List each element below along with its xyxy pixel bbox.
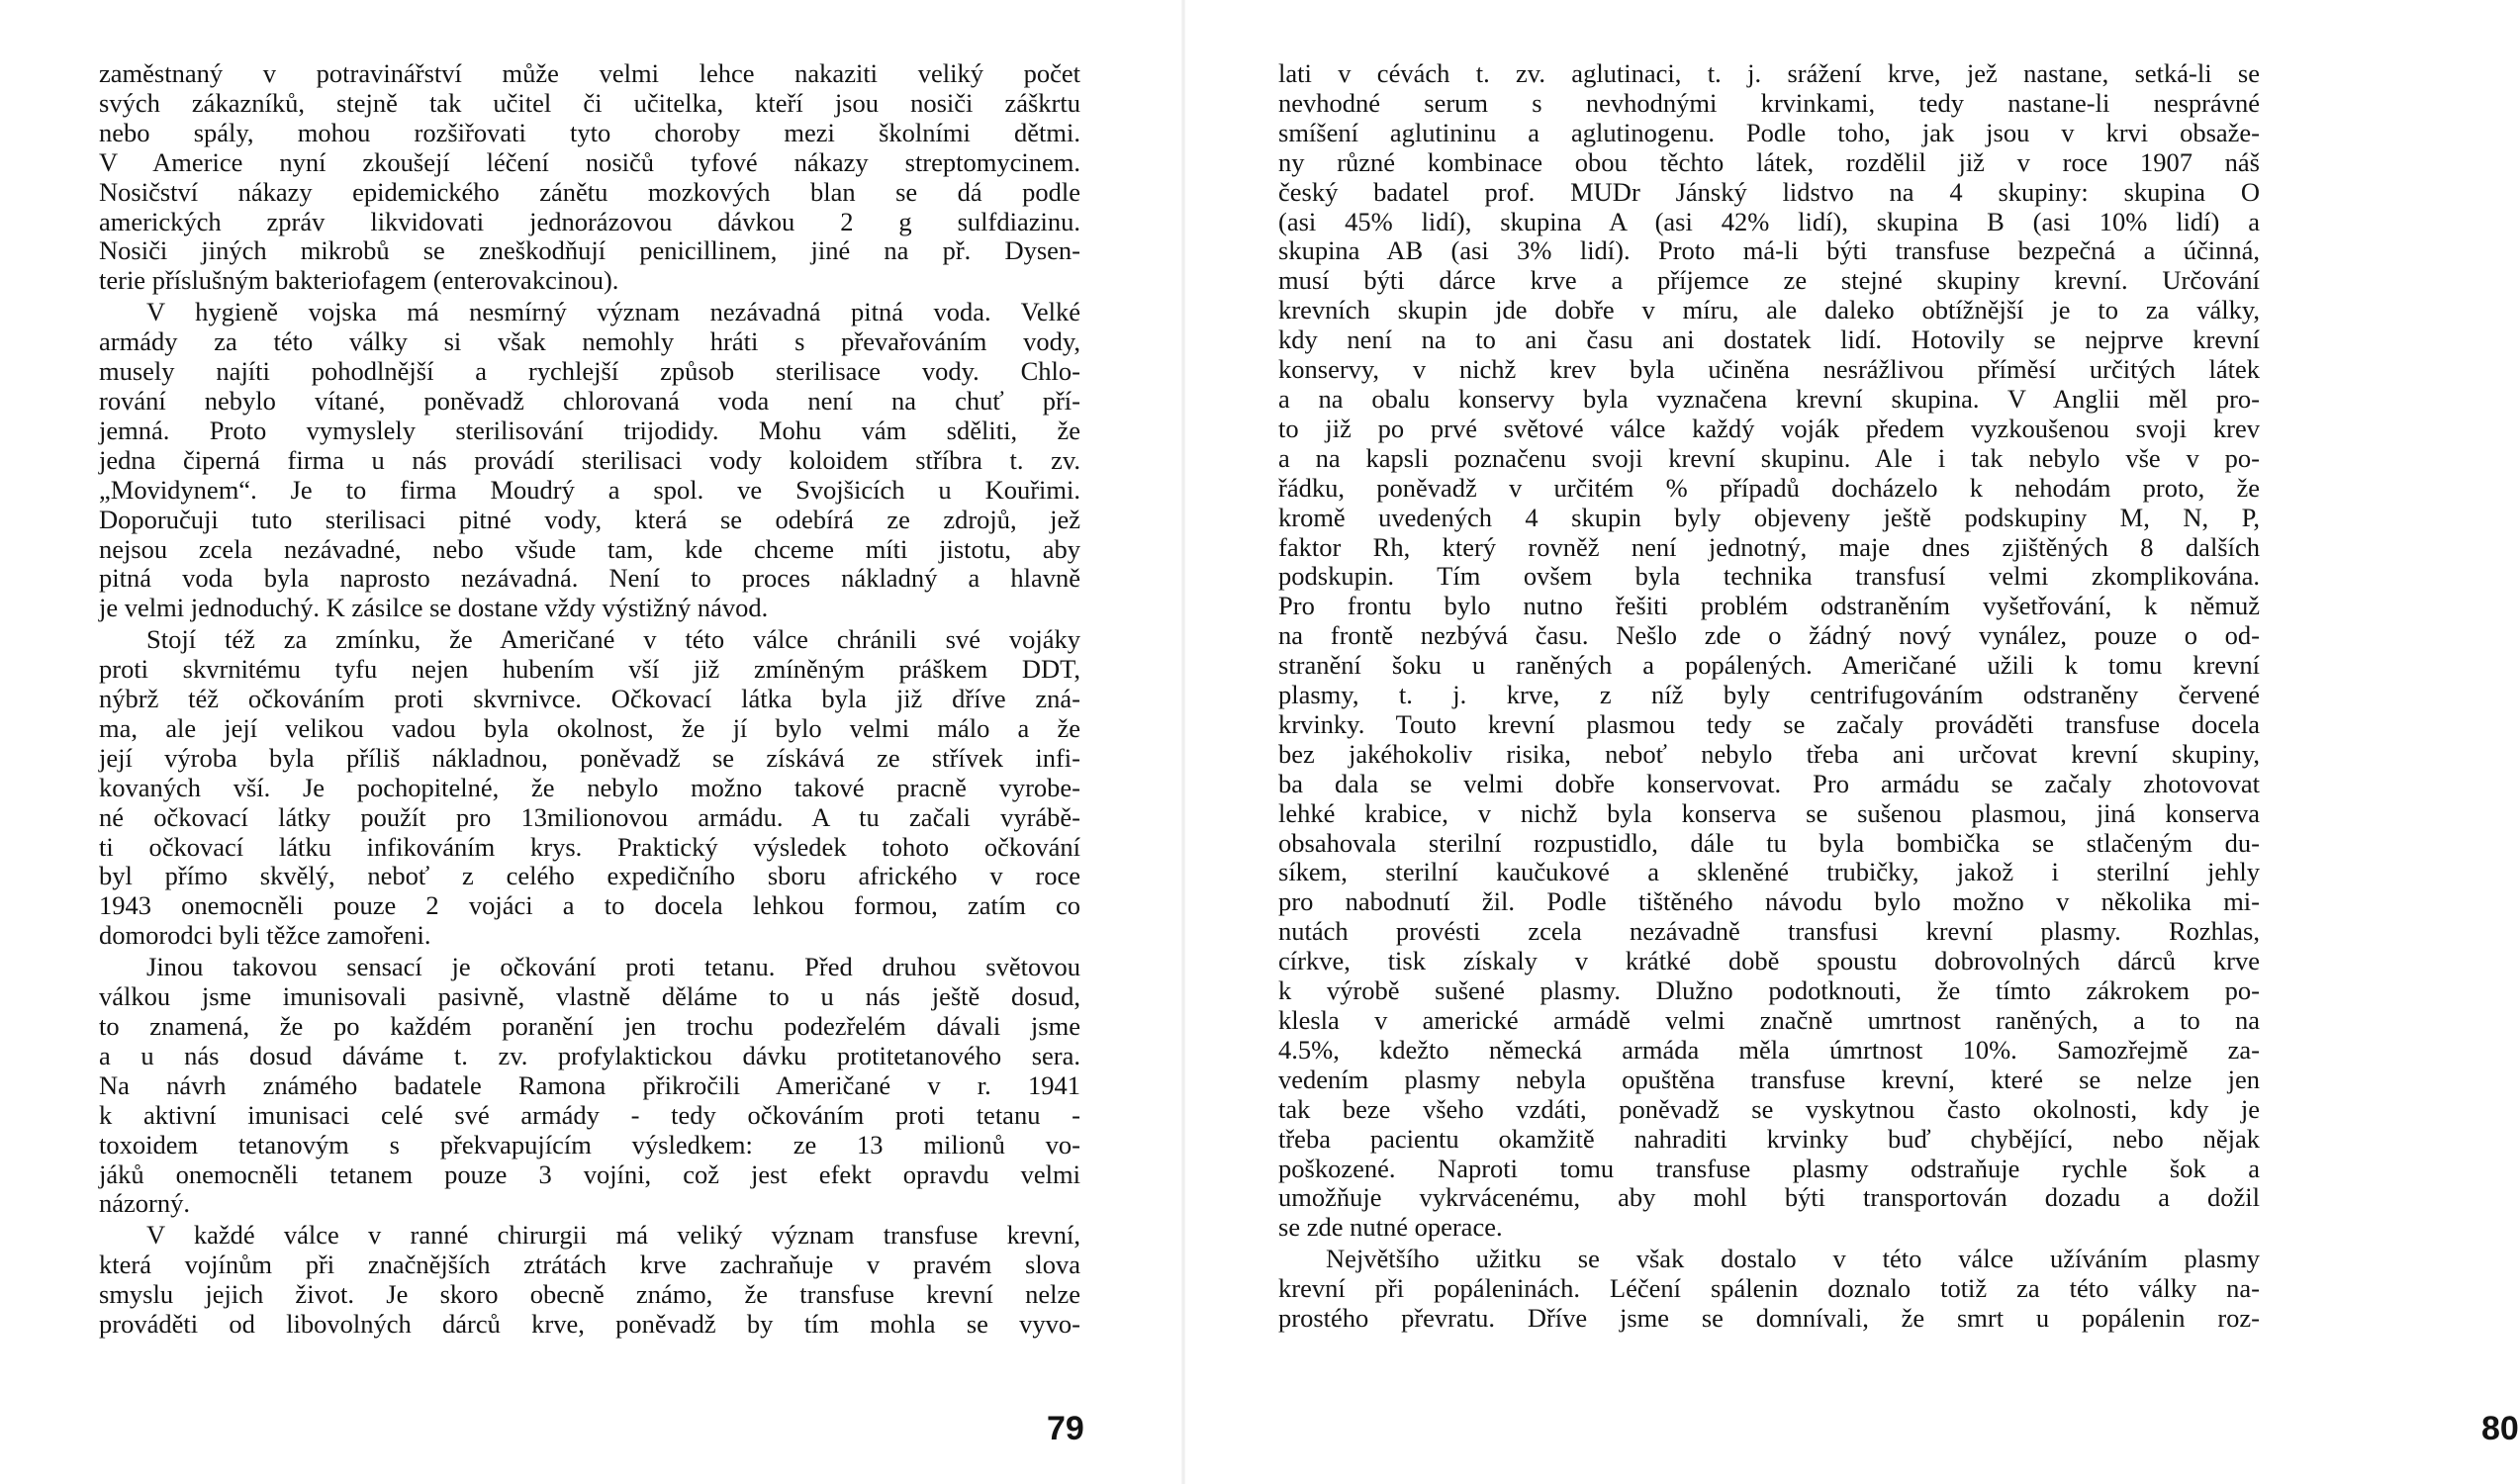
text-line: terie příslušným bakteriofagem (enterovakcinou). (99, 265, 619, 296)
paragraph (1278, 59, 2260, 1243)
text-line: zaměstnaný v potravinářství může velmi lehce nakaziti veliký počet (99, 58, 1080, 88)
text-line: Největšího užitku se však dostalo v této válce užíváním plasmy (1326, 1244, 2260, 1274)
text-line: krevní při popáleninách. Léčení spálenin doznalo totiž za této války na- (1278, 1273, 2260, 1304)
text-line: válkou jsme imunisovali pasivně, vlastně děláme to u nás ještě dosud, (99, 981, 1080, 1012)
text-line: to již po prvé světové válce každý voják předem vyzkoušenou svoji krev (1278, 413, 2260, 443)
text-line: Stojí též za zmínku, že Američané v této válce chránili své vojáky (146, 624, 1080, 655)
text-line: smíšení aglutininu a aglutinogenu. Podle toho, jak jsou v krvi obsaže- (1278, 117, 2260, 147)
paragraph (99, 625, 1080, 951)
text-line: lati v cévách t. zv. aglutinaci, t. j. srážení krve, jež nastane, setká-li se (1278, 58, 2260, 88)
text-line: nejsou zcela nezávadné, nebo všude tam, kde chceme míti jistotu, aby (99, 533, 1080, 564)
text-line: vedením plasmy nebyla opuštěna transfuse krevní, které se nelze jen (1278, 1064, 2260, 1094)
paragraph (99, 953, 1080, 1219)
text-line: proti skvrnitému tyfu nejen hubením vší již zmíněným práškem DDT, (99, 654, 1080, 685)
text-line: svých zákazníků, stejně tak učitel či učitelka, kteří jsou nosiči záškrtu (99, 87, 1080, 118)
text-line: skupina AB (asi 3% lidí). Proto má-li býti transfuse bezpečná a účinná, (1278, 235, 2260, 266)
right-text-column (1278, 59, 2260, 1334)
text-line: musí býti dárce krve a příjemce ze stejné skupiny krevní. Určování (1278, 265, 2260, 296)
left-text-column (99, 59, 1080, 1340)
text-line: Nosiči jiných mikrobů se zneškodňují penicillinem, jiné na př. Dysen- (99, 235, 1080, 266)
text-line: V každé válce v ranné chirurgii má veliký význam transfuse krevní, (146, 1220, 1080, 1251)
text-line: krvinky. Touto krevní plasmou tedy se začaly prováděti transfuse docela (1278, 708, 2260, 739)
text-line: k výrobě sušené plasmy. Dlužno podotknouti, že tímto zákrokem po- (1278, 975, 2260, 1006)
text-line: se zde nutné operace. (1278, 1212, 1503, 1243)
text-line: nebo spály, mohou rozšiřovati tyto choroby mezi školními dětmi. (99, 117, 1080, 147)
text-line: tak beze všeho vzdáti, poněvadž se vyskytnou často okolnosti, kdy je (1278, 1093, 2260, 1124)
text-line: armády za této války si však nemohly hráti s převařováním vody, (99, 326, 1080, 357)
right-page (1183, 0, 2519, 1484)
text-line: a u nás dosud dáváme t. zv. profylaktickou dávku protitetanového sera. (99, 1040, 1080, 1070)
text-line: názorný. (99, 1188, 190, 1219)
text-line: domorodci byli těžce zamořeni. (99, 920, 431, 951)
text-line: církve, tisk získaly v krátké době spoustu dobrovolných dárců krve (1278, 946, 2260, 976)
text-line: jedna čiperná firma u nás provádí sterilisaci vody koloidem stříbra t. zv. (99, 444, 1080, 475)
text-line: kovaných vší. Je pochopitelné, že nebylo možno takové pracně vyrobe- (99, 772, 1080, 802)
text-line: konservy, v nichž krev byla učiněna nesrážlivou příměsí určitých látek (1278, 354, 2260, 385)
text-line: jemná. Proto vymyslely sterilisování trijodidy. Mohu vám sděliti, že (99, 415, 1080, 445)
text-line: byl přímo skvělý, neboť z celého expedičního sboru afrického v roce (99, 861, 1080, 891)
text-line: klesla v americké armádě velmi značně umrtnost raněných, a to na (1278, 1005, 2260, 1035)
right-page-number: 80 (2481, 1410, 2519, 1447)
text-line: umožňuje vykrvácenému, aby mohl býti transportován dozadu a dožil (1278, 1182, 2260, 1213)
text-line: V Americe nyní zkoušejí léčení nosičů tyfové nákazy streptomycinem. (99, 146, 1080, 177)
text-line: bez jakéhokoliv risika, neboť nebylo třeba ani určovat krevní skupiny, (1278, 738, 2260, 769)
text-line: síkem, sterilní kaučukové a skleněné trubičky, jakož i sterilní jehly (1278, 857, 2260, 887)
text-line: obsahovala sterilní rozpustidlo, dále tu byla bombička se stlačeným du- (1278, 827, 2260, 858)
text-line: je velmi jednoduchý. K zásilce se dostane vždy výstižný návod. (99, 593, 769, 623)
text-line: pro nabodnutí žil. Podle tištěného návodu bylo možno v několika mi- (1278, 886, 2260, 917)
paragraph (99, 1221, 1080, 1340)
text-line: nýbrž též očkováním proti skvrnivce. Očkovací látka byla již dříve zná- (99, 684, 1080, 714)
text-line: kdy není na to ani času ani dostatek lidí. Hotovily se nejprve krevní (1278, 325, 2260, 355)
text-line: prostého převratu. Dříve jsme se domnívali, že smrt u popálenin roz- (1278, 1303, 2260, 1334)
text-line: krevních skupin jde dobře v míru, ale daleko obtížnější je to za války, (1278, 295, 2260, 325)
text-line: poškozené. Naproti tomu transfuse plasmy odstraňuje rychle šok a (1278, 1153, 2260, 1183)
paragraph (1278, 1245, 2260, 1334)
text-line: lehké krabice, v nichž byla konserva se sušenou plasmou, jiná konserva (1278, 797, 2260, 828)
text-line: ny různé kombinace obou těchto látek, rozdělil již v roce 1907 náš (1278, 146, 2260, 177)
text-line: a na kapsli poznačenu svoji krevní skupinu. Ale i tak nebylo vše v po- (1278, 442, 2260, 473)
text-line: pitná voda byla naprosto nezávadná. Není to proces nákladný a hlavně (99, 563, 1080, 594)
text-line: ba dala se velmi dobře konservovat. Pro armádu se začaly zhotovovat (1278, 768, 2260, 798)
text-line: né očkovací látky použít pro 13milionovou armádu. A tu začali vyrábě- (99, 801, 1080, 832)
text-line: která vojínům při značnějších ztrátách krve zachraňuje v pravém slova (99, 1250, 1080, 1280)
text-line: rování nebylo vítané, poněvadž chlorovaná voda není na chuť pří- (99, 385, 1080, 416)
text-line: amerických zpráv likvidovati jednorázovou dávkou 2 g sulfdiazinu. (99, 206, 1080, 236)
text-line: její výroba byla příliš nákladnou, poněvadž se získává ze střívek infi- (99, 742, 1080, 773)
left-page (0, 0, 1183, 1484)
text-line: nevhodné serum s nevhodnými krvinkami, tedy nastane-li nesprávné (1278, 87, 2260, 118)
text-line: nutách provésti zcela nezávadně transfusi krevní plasmy. Rozhlas, (1278, 916, 2260, 947)
text-line: ti očkovací látku infikováním krys. Praktický výsledek tohoto očkování (99, 831, 1080, 862)
text-line: Doporučuji tuto sterilisaci pitné vody, která se odebírá ze zdrojů, jež (99, 504, 1080, 534)
text-line: ma, ale její velikou vadou byla okolnost, že jí bylo velmi málo a že (99, 712, 1080, 743)
text-line: kromě uvedených 4 skupin byly objeveny ještě podskupiny M, N, P, (1278, 502, 2260, 532)
left-page-number: 79 (1047, 1410, 1084, 1447)
text-line: plasmy, t. j. krve, z níž byly centrifugováním odstraněny červené (1278, 680, 2260, 710)
text-line: a na obalu konservy byla vyznačena krevní skupina. V Anglii měl pro- (1278, 383, 2260, 414)
text-line: 1943 onemocněli pouze 2 vojáci a to docela lehkou formou, zatím co (99, 890, 1080, 921)
text-line: V hygieně vojska má nesmírný význam nezávadná pitná voda. Velké (146, 297, 1080, 327)
paragraph (99, 59, 1080, 296)
text-line: Na návrh známého badatele Ramona přikročili Američané v r. 1941 (99, 1069, 1080, 1100)
text-line: řádku, poněvadž v určitém % případů docházelo k nehodám proto, že (1278, 472, 2260, 503)
text-line: 4.5%, kdežto německá armáda měla úmrtnost 10%. Samozřejmě za- (1278, 1034, 2260, 1065)
paragraph (99, 298, 1080, 623)
text-line: toxoidem tetanovým s překvapujícím výsledkem: ze 13 milionů vo- (99, 1129, 1080, 1159)
text-line: Pro frontu bylo nutno řešiti problém odstraněním vyšetřování, k němuž (1278, 591, 2260, 621)
text-line: Nosičství nákazy epidemického zánětu mozkových blan se dá podle (99, 176, 1080, 207)
text-line: k aktivní imunisaci celé své armády - tedy očkováním proti tetanu - (99, 1099, 1080, 1130)
text-line: podskupin. Tím ovšem byla technika transfusí velmi zkomplikována. (1278, 561, 2260, 592)
text-line: (asi 45% lidí), skupina A (asi 42% lidí), skupina B (asi 10% lidí) a (1278, 206, 2260, 236)
text-line: „Movidynem“. Je to firma Moudrý a spol. ve Svojšicích u Kouřimi. (99, 474, 1080, 505)
text-line: Jinou takovou sensací je očkování proti tetanu. Před druhou světovou (146, 952, 1080, 982)
text-line: jáků onemocněli tetanem pouze 3 vojíni, což jest efekt opravdu velmi (99, 1159, 1080, 1189)
text-line: to znamená, že po každém poranění jen trochu podezřelém dávali jsme (99, 1011, 1080, 1041)
text-line: prováděti od libovolných dárců krve, poněvadž by tím mohla se vyvo- (99, 1309, 1080, 1340)
text-line: faktor Rh, který rovněž není jednotný, maje dnes zjištěných 8 dalších (1278, 531, 2260, 562)
text-line: stranění šoku u raněných a popálených. Američané užili k tomu krevní (1278, 650, 2260, 681)
text-line: třeba pacientu okamžitě nahraditi krvinky buď chybějící, nebo nějak (1278, 1123, 2260, 1154)
text-line: smyslu jejich život. Je skoro obecně známo, že transfuse krevní nelze (99, 1279, 1080, 1310)
text-line: český badatel prof. MUDr Jánský lidstvo na 4 skupiny: skupina O (1278, 176, 2260, 207)
text-line: na frontě nezbývá času. Nešlo zde o žádný nový vynález, pouze o od- (1278, 620, 2260, 651)
text-line: musely najíti pohodlnější a rychlejší způsob sterilisace vody. Chlo- (99, 356, 1080, 387)
